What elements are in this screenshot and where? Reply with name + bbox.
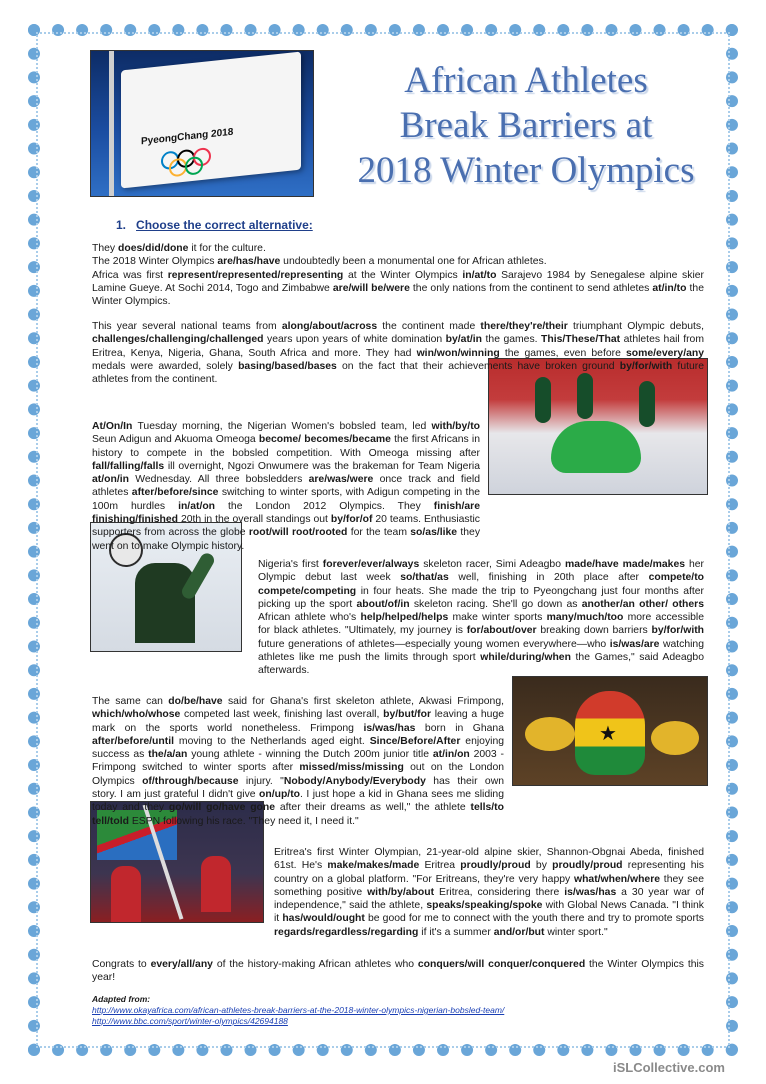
credit-link-2[interactable]: http://www.bbc.com/sport/winter-olympics/42694188 xyxy=(92,1016,288,1026)
paragraph-4: Nigeria's first forever/ever/always skeleton racer, Simi Adeagbo made/have made/makes her Olympic debut last week so/that/as well, finishing in 20th place after compete/to compete/competing in four heats. She made the trip to Pyeongchang just four months after picking up the sport about/of/in skeleton racing. She'll go down as another/an other/ others African athlete who's help/helped/helps make winter sports many/much/too more accessible for black athletes. "Ultimately, my journey is for/about/over breaking down barriers by/for/with future generations of athletes—especially young women everywhere—who is/was/are watching athletes like me push the limits through sport while/during/when the Games," said Adeagbo afterwards. xyxy=(258,559,705,677)
paragraph-5: The same can do/be/have said for Ghana's first skeleton athlete, Akwasi Frimpong, which/who/whose competed last week, finishing last overall, by/but/for leaving a huge mark on the sports world nonetheless. Frimpong is/was/has born in Ghana after/before/until moving to the Netherlands aged eight. Since/Before/After enjoying success as the/a/an young athlete - winning the Dutch 200m junior title at/in/on 2003 - Frimpong switched to winter sports after missed/miss/missing out on the London Olympics of/through/because injury. "Nobody/Anybody/Everybody has their own story. I am just grateful I didn't give on/up/to. I just hope a kid in Ghana sees me sliding today and they go/will go/have gone after their dreams as well," the athlete tells/to tell/told ESPN following his race. "They need it, I need it." xyxy=(92,696,505,827)
page-title xyxy=(316,58,736,193)
star-icon: ★ xyxy=(599,723,617,745)
title-line-3: 2018 Winter Olympics xyxy=(357,150,695,191)
exercise-instruction xyxy=(116,218,313,232)
credit-link-1[interactable]: http://www.okayafrica.com/african-athletes-break-barriers-at-the-2018-winter-olympics-nigerian-bobsled-team/ xyxy=(92,1005,505,1015)
athlete-figure xyxy=(639,381,655,427)
paragraph-7: Congrats to every/all/any of the history-making African athletes who conquers/will conquer/conquered the Winter Olympics this year! xyxy=(92,959,704,984)
olympic-flag-photo xyxy=(90,50,314,197)
instruction-text: Choose the correct alternative: xyxy=(136,218,313,232)
bobsled xyxy=(551,421,641,473)
olympic-ring-green xyxy=(185,156,203,176)
flag-cloth xyxy=(121,52,301,189)
paragraph-2-top: This year several national teams from along/about/across the continent made there/they're/their triumphant Olympic debuts, challenges/challenging/challenged years upon years of white domination by/at/in the games. This/These/That athletes hail from Eritrea, Kenya, Nigeria, Ghana, South Africa and more. They had win/won/winning the games, even before some/every/any medals were awarded, solely basing/based/bases on the fact that their achievements have broken ground by/for/with future athletes from the continent. xyxy=(92,321,705,386)
athlete-body xyxy=(135,563,195,643)
instruction-number: 1. xyxy=(116,218,127,232)
paragraph-1: They does/did/done it for the culture. The 2018 Winter Olympics are/has/have undoubtedly been a monumental one for African athletes. Africa was first represent/represented/representing at the Winter Olympics in/at/to Sarajevo 1984 by Senegalese alpine skier Lamine Gueye. At Sochi 2014, Togo and Zimbabwe are/will be/were the only nations from the continent to send athletes at/in/to the Winter Olympics. xyxy=(92,243,704,308)
ghana-helmet-photo xyxy=(512,676,708,786)
title-line-2: Break Barriers at xyxy=(399,105,653,146)
athlete-figure xyxy=(111,866,141,922)
watermark: iSLCollective.com xyxy=(613,1060,725,1075)
paragraph-3: At/On/In Tuesday morning, the Nigerian Women's bobsled team, led with/by/to Seun Adigun and Akuoma Omeoga become/ becomes/became the first Africans in history to compete in the bobsled competition. With Omeoga missing after fall/falling/falls ill overnight, Ngozi Onwumere was the brakeman for Team Nigeria at/on/in Wednesday. All three bobsledders are/was/were once track and field athletes after/before/since switching to winter sports, with Adigun competing in the 100m hurdles in/at/on the London 2012 Olympics. They finish/are finishing/finished 20th in the overall standings out by/for/of 20 teams. Enthusiastic supporters from across the globe root/will root/rooted for the team so/as/like they went on to make Olympic history. xyxy=(92,421,481,552)
paragraph-6: Eritrea's first Winter Olympian, 21-year-old alpine skier, Shannon-Obgnai Abeda, finished 61st. He's make/makes/made Eritrea proudly/proud by proudly/proud representing his country on a global platform. "For Eritreans, they're very happy what/when/where they see something positive with/by/about Eritrea, considering there is/was/has a 30 year war of independence," said the athlete, speaks/speaking/spoke with Global News Canada. "I think it has/would/ought be good for me to connect with the youth there and try to promote sports regards/regardless/regarding if it's a summer and/or/but winter sport." xyxy=(274,847,704,938)
banana-prop xyxy=(525,717,575,751)
source-credit xyxy=(92,994,504,1027)
flag-pole xyxy=(109,51,114,196)
athlete-figure xyxy=(201,856,231,912)
flag-text: PyeongChang 2018 xyxy=(141,126,234,148)
banana-prop xyxy=(651,721,699,755)
credit-label: Adapted from: xyxy=(92,994,151,1004)
title-line-1: African Athletes xyxy=(404,60,648,101)
